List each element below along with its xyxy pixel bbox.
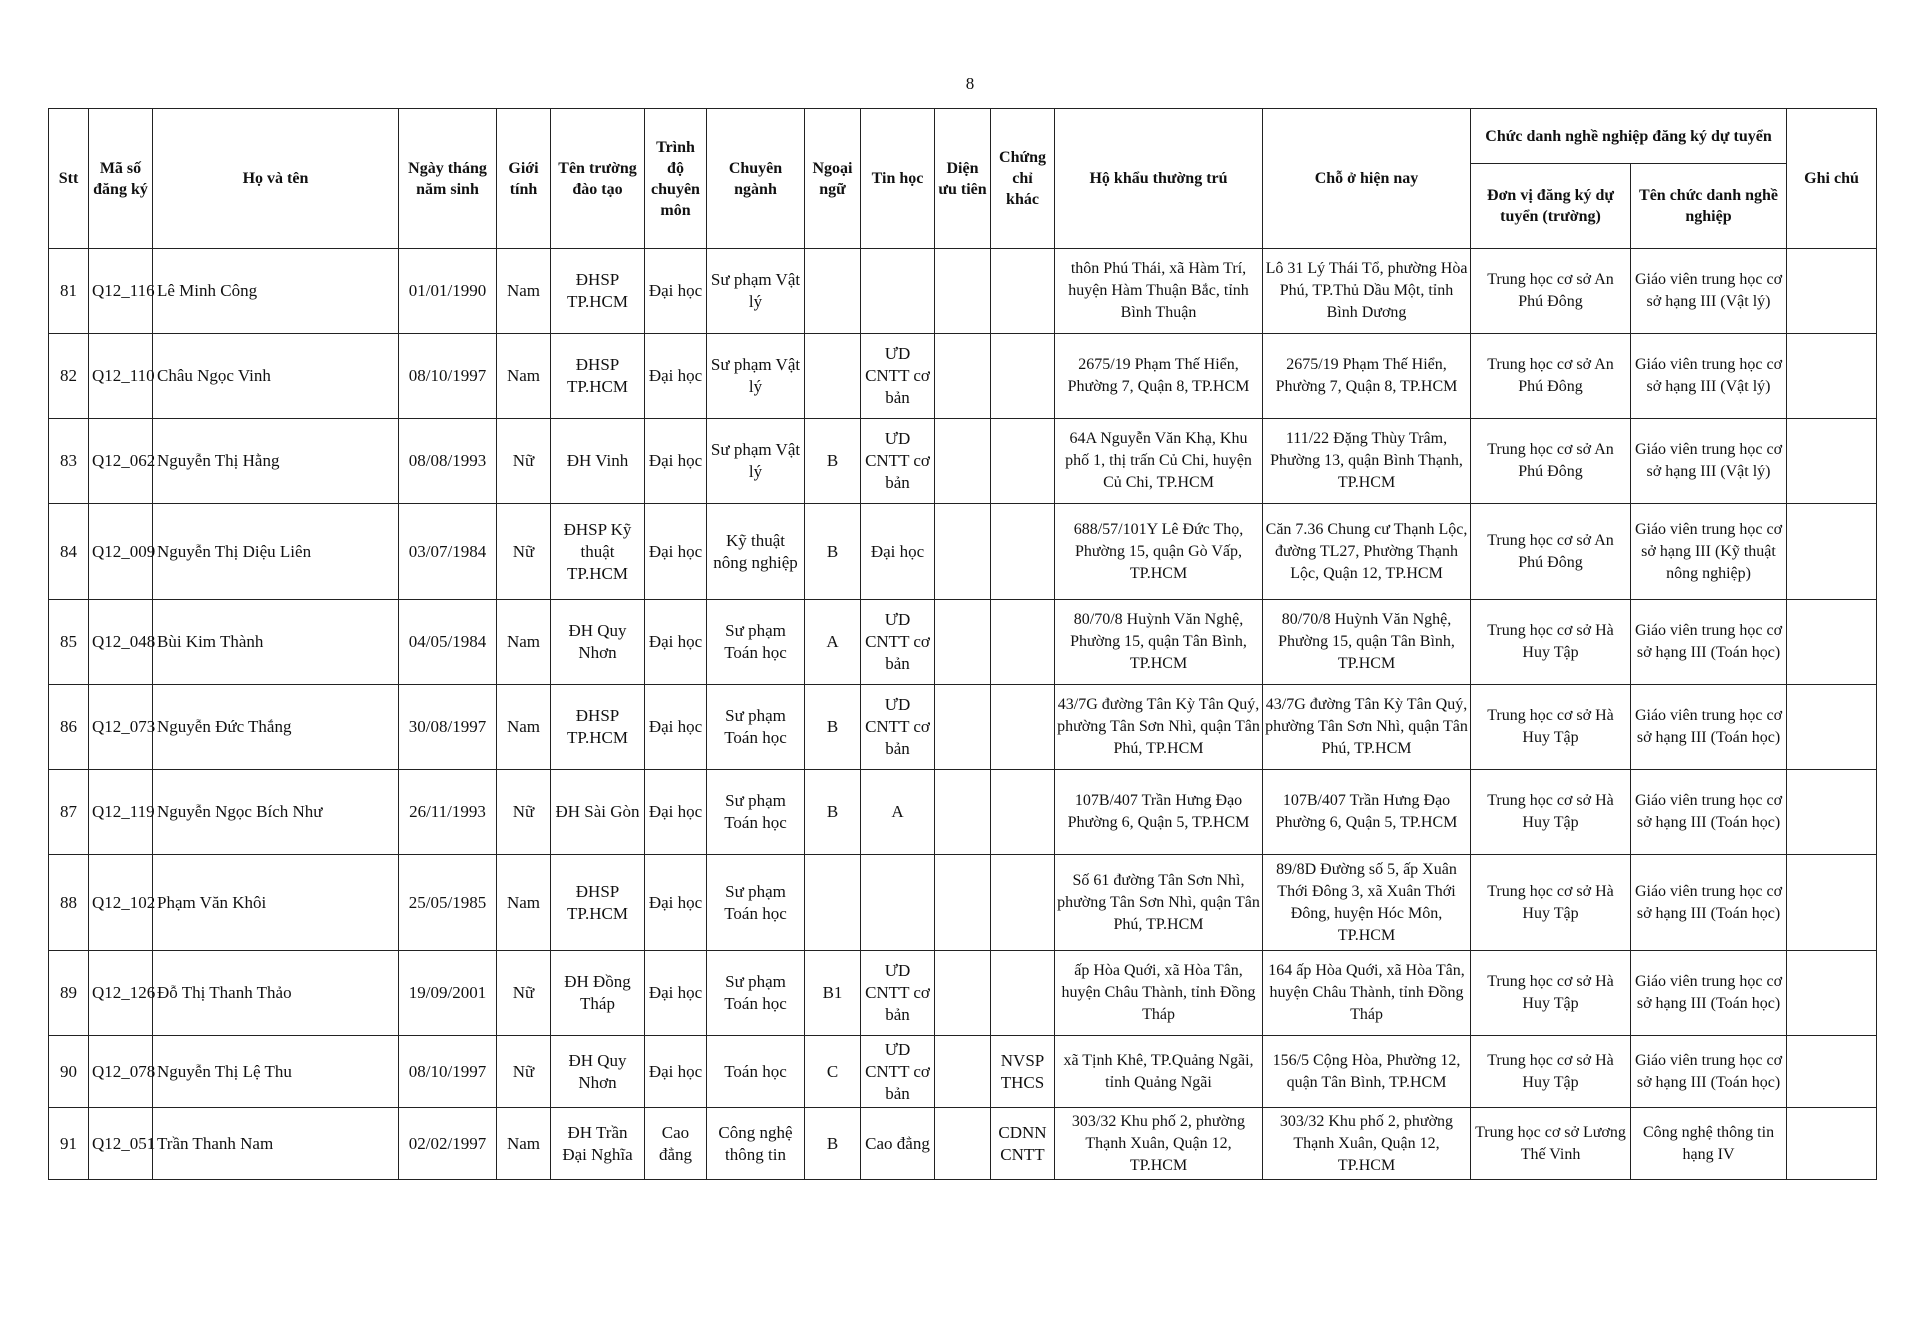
cell-dien-uu-tien [935,1108,991,1180]
cell-dien-uu-tien [935,249,991,334]
cell-chuc-danh: Giáo viên trung học cơ sở hạng III (Vật lý) [1631,419,1787,504]
cell-ho-ten: Nguyễn Thị Hằng [153,419,399,504]
cell-truong: ĐHSP TP.HCM [551,855,645,951]
cell-dien-uu-tien [935,855,991,951]
cell-truong: ĐHSP TP.HCM [551,249,645,334]
cell-trinh-do: Đại học [645,334,707,419]
cell-ma-so: Q12_126 [89,951,153,1036]
table-row [49,685,1877,770]
cell-tin-hoc: ƯD CNTT cơ bản [861,1036,935,1108]
cell-ho-khau: 80/70/8 Huỳnh Văn Nghệ, Phường 15, quận Tân Bình, TP.HCM [1055,600,1263,685]
table-row [49,504,1877,600]
cell-chung-chi [991,685,1055,770]
cell-gioi-tinh: Nam [497,600,551,685]
cell-dien-uu-tien [935,504,991,600]
cell-ngoai-ngu: B [805,419,861,504]
cell-truong: ĐH Quy Nhơn [551,600,645,685]
cell-ngoai-ngu [805,334,861,419]
cell-don-vi: Trung học cơ sở Lương Thế Vinh [1471,1108,1631,1180]
table-row [49,951,1877,1036]
cell-dien-uu-tien [935,951,991,1036]
cell-ngay-sinh: 08/10/1997 [399,334,497,419]
cell-gioi-tinh: Nữ [497,419,551,504]
cell-ma-so: Q12_073 [89,685,153,770]
cell-ngoai-ngu [805,855,861,951]
cell-ho-ten: Phạm Văn Khôi [153,855,399,951]
cell-trinh-do: Đại học [645,249,707,334]
cell-stt: 86 [49,685,89,770]
cell-truong: ĐH Sài Gòn [551,770,645,855]
cell-ngoai-ngu: B [805,770,861,855]
cell-ngay-sinh: 26/11/1993 [399,770,497,855]
cell-chung-chi [991,504,1055,600]
cell-ngoai-ngu [805,249,861,334]
cell-stt: 82 [49,334,89,419]
header-trinh-do: Trình độ chuyên môn [645,109,707,249]
cell-chuc-danh: Giáo viên trung học cơ sở hạng III (Toán học) [1631,770,1787,855]
cell-trinh-do: Đại học [645,951,707,1036]
cell-ghi-chu [1787,685,1877,770]
cell-dien-uu-tien [935,600,991,685]
cell-ngay-sinh: 04/05/1984 [399,600,497,685]
cell-ho-khau: ấp Hòa Quới, xã Hòa Tân, huyện Châu Thành, tỉnh Đồng Tháp [1055,951,1263,1036]
cell-ghi-chu [1787,334,1877,419]
table-row [49,334,1877,419]
page-number: 8 [965,74,975,93]
cell-chuyen-nganh: Sư phạm Toán học [707,685,805,770]
cell-ma-so: Q12_102 [89,855,153,951]
cell-chuyen-nganh: Sư phạm Toán học [707,951,805,1036]
cell-ho-ten: Nguyễn Thị Lệ Thu [153,1036,399,1108]
cell-tin-hoc: ƯD CNTT cơ bản [861,685,935,770]
header-chuyen-nganh: Chuyên ngành [707,109,805,249]
cell-don-vi: Trung học cơ sở Hà Huy Tập [1471,855,1631,951]
cell-chung-chi [991,419,1055,504]
cell-ngay-sinh: 19/09/2001 [399,951,497,1036]
cell-dien-uu-tien [935,419,991,504]
registration-table [48,108,1877,1180]
cell-ghi-chu [1787,419,1877,504]
cell-trinh-do: Đại học [645,855,707,951]
cell-chuc-danh: Giáo viên trung học cơ sở hạng III (Toán học) [1631,685,1787,770]
cell-don-vi: Trung học cơ sở Hà Huy Tập [1471,685,1631,770]
cell-chuc-danh: Giáo viên trung học cơ sở hạng III (Toán học) [1631,1036,1787,1108]
cell-ngay-sinh: 30/08/1997 [399,685,497,770]
cell-ngoai-ngu: B [805,1108,861,1180]
cell-don-vi: Trung học cơ sở Hà Huy Tập [1471,770,1631,855]
cell-trinh-do: Đại học [645,770,707,855]
cell-truong: ĐHSP TP.HCM [551,685,645,770]
cell-cho-o: 303/32 Khu phố 2, phường Thạnh Xuân, Quận 12, TP.HCM [1263,1108,1471,1180]
cell-dien-uu-tien [935,334,991,419]
cell-cho-o: Căn 7.36 Chung cư Thạnh Lộc, đường TL27, Phường Thạnh Lộc, Quận 12, TP.HCM [1263,504,1471,600]
cell-chuc-danh: Giáo viên trung học cơ sở hạng III (Toán học) [1631,600,1787,685]
cell-tin-hoc [861,249,935,334]
cell-stt: 87 [49,770,89,855]
cell-ho-khau: 2675/19 Phạm Thế Hiển, Phường 7, Quận 8, TP.HCM [1055,334,1263,419]
cell-ngoai-ngu: B1 [805,951,861,1036]
cell-ngay-sinh: 03/07/1984 [399,504,497,600]
cell-ngoai-ngu: B [805,685,861,770]
cell-stt: 91 [49,1108,89,1180]
table-row [49,1108,1877,1180]
cell-ho-khau: 303/32 Khu phố 2, phường Thạnh Xuân, Quận 12, TP.HCM [1055,1108,1263,1180]
cell-truong: ĐHSP TP.HCM [551,334,645,419]
cell-dien-uu-tien [935,685,991,770]
cell-cho-o: 89/8D Đường số 5, ấp Xuân Thới Đông 3, xã Xuân Thới Đông, huyện Hóc Môn, TP.HCM [1263,855,1471,951]
cell-cho-o: 164 ấp Hòa Quới, xã Hòa Tân, huyện Châu Thành, tỉnh Đồng Tháp [1263,951,1471,1036]
cell-ho-ten: Châu Ngọc Vinh [153,334,399,419]
cell-gioi-tinh: Nam [497,1108,551,1180]
cell-chuc-danh: Giáo viên trung học cơ sở hạng III (Toán học) [1631,855,1787,951]
header-ghi-chu: Ghi chú [1787,109,1877,249]
cell-stt: 84 [49,504,89,600]
cell-chung-chi [991,334,1055,419]
table-row [49,419,1877,504]
cell-don-vi: Trung học cơ sở An Phú Đông [1471,504,1631,600]
cell-truong: ĐH Quy Nhơn [551,1036,645,1108]
cell-stt: 88 [49,855,89,951]
cell-chuc-danh: Giáo viên trung học cơ sở hạng III (Vật lý) [1631,249,1787,334]
cell-don-vi: Trung học cơ sở Hà Huy Tập [1471,1036,1631,1108]
cell-trinh-do: Đại học [645,685,707,770]
cell-ghi-chu [1787,770,1877,855]
cell-stt: 89 [49,951,89,1036]
cell-gioi-tinh: Nữ [497,504,551,600]
cell-chuyen-nganh: Sư phạm Vật lý [707,419,805,504]
cell-chuyen-nganh: Sư phạm Toán học [707,855,805,951]
cell-cho-o: 111/22 Đặng Thùy Trâm, Phường 13, quận Bình Thạnh, TP.HCM [1263,419,1471,504]
cell-chung-chi: NVSP THCS [991,1036,1055,1108]
cell-ma-so: Q12_062 [89,419,153,504]
cell-gioi-tinh: Nữ [497,770,551,855]
cell-ho-khau: 43/7G đường Tân Kỳ Tân Quý, phường Tân Sơn Nhì, quận Tân Phú, TP.HCM [1055,685,1263,770]
cell-ma-so: Q12_051 [89,1108,153,1180]
cell-ho-ten: Nguyễn Thị Diệu Liên [153,504,399,600]
cell-ngoai-ngu: C [805,1036,861,1108]
cell-ho-ten: Bùi Kim Thành [153,600,399,685]
cell-ma-so: Q12_119 [89,770,153,855]
header-tin-hoc: Tin học [861,109,935,249]
cell-truong: ĐH Trần Đại Nghĩa [551,1108,645,1180]
cell-trinh-do: Đại học [645,1036,707,1108]
cell-truong: ĐHSP Kỹ thuật TP.HCM [551,504,645,600]
cell-ho-khau: 107B/407 Trần Hưng Đạo Phường 6, Quận 5, TP.HCM [1055,770,1263,855]
cell-chung-chi [991,249,1055,334]
cell-ma-so: Q12_048 [89,600,153,685]
cell-trinh-do: Cao đẳng [645,1108,707,1180]
cell-ghi-chu [1787,600,1877,685]
cell-chung-chi [991,770,1055,855]
header-ho-ten: Họ và tên [153,109,399,249]
cell-dien-uu-tien [935,770,991,855]
cell-ghi-chu [1787,504,1877,600]
cell-ho-ten: Nguyễn Ngọc Bích Như [153,770,399,855]
cell-ma-so: Q12_009 [89,504,153,600]
cell-chuc-danh: Công nghệ thông tin hạng IV [1631,1108,1787,1180]
cell-ma-so: Q12_110 [89,334,153,419]
header-don-vi: Đơn vị đăng ký dự tuyển (trường) [1471,164,1631,249]
cell-trinh-do: Đại học [645,600,707,685]
cell-cho-o: 2675/19 Phạm Thế Hiển, Phường 7, Quận 8, TP.HCM [1263,334,1471,419]
cell-chuc-danh: Giáo viên trung học cơ sở hạng III (Toán học) [1631,951,1787,1036]
cell-chuyen-nganh: Sư phạm Toán học [707,770,805,855]
cell-ho-khau: thôn Phú Thái, xã Hàm Trí, huyện Hàm Thuận Bắc, tỉnh Bình Thuận [1055,249,1263,334]
cell-ghi-chu [1787,855,1877,951]
cell-gioi-tinh: Nam [497,685,551,770]
cell-ho-khau: 64A Nguyễn Văn Khạ, Khu phố 1, thị trấn Củ Chi, huyện Củ Chi, TP.HCM [1055,419,1263,504]
header-ngoai-ngu: Ngoại ngữ [805,109,861,249]
cell-stt: 85 [49,600,89,685]
cell-chuyen-nganh: Kỹ thuật nông nghiệp [707,504,805,600]
cell-chuc-danh: Giáo viên trung học cơ sở hạng III (Kỹ thuật nông nghiệp) [1631,504,1787,600]
cell-chuyen-nganh: Toán học [707,1036,805,1108]
cell-don-vi: Trung học cơ sở Hà Huy Tập [1471,951,1631,1036]
cell-chung-chi [991,951,1055,1036]
cell-tin-hoc [861,855,935,951]
cell-chuyen-nganh: Sư phạm Vật lý [707,334,805,419]
header-truong: Tên trường đào tạo [551,109,645,249]
cell-ho-khau: xã Tịnh Khê, TP.Quảng Ngãi, tỉnh Quảng Ngãi [1055,1036,1263,1108]
cell-ghi-chu [1787,1036,1877,1108]
cell-trinh-do: Đại học [645,419,707,504]
header-ngay-sinh: Ngày tháng năm sinh [399,109,497,249]
cell-cho-o: Lô 31 Lý Thái Tổ, phường Hòa Phú, TP.Thủ Dầu Một, tỉnh Bình Dương [1263,249,1471,334]
table-row [49,1036,1877,1108]
cell-chuyen-nganh: Sư phạm Vật lý [707,249,805,334]
cell-tin-hoc: ƯD CNTT cơ bản [861,334,935,419]
cell-don-vi: Trung học cơ sở Hà Huy Tập [1471,600,1631,685]
cell-ho-ten: Lê Minh Công [153,249,399,334]
header-cho-o: Chỗ ở hiện nay [1263,109,1471,249]
cell-ho-khau: Số 61 đường Tân Sơn Nhì, phường Tân Sơn Nhì, quận Tân Phú, TP.HCM [1055,855,1263,951]
cell-ngay-sinh: 08/10/1997 [399,1036,497,1108]
cell-stt: 81 [49,249,89,334]
cell-stt: 90 [49,1036,89,1108]
cell-ngay-sinh: 01/01/1990 [399,249,497,334]
cell-tin-hoc: ƯD CNTT cơ bản [861,419,935,504]
header-ma-so: Mã số đăng ký [89,109,153,249]
cell-ghi-chu [1787,1108,1877,1180]
table-body [49,249,1877,1180]
cell-ngoai-ngu: B [805,504,861,600]
cell-gioi-tinh: Nam [497,855,551,951]
cell-chuyen-nganh: Sư phạm Toán học [707,600,805,685]
cell-gioi-tinh: Nam [497,249,551,334]
cell-chuyen-nganh: Công nghệ thông tin [707,1108,805,1180]
cell-dien-uu-tien [935,1036,991,1108]
header-stt: Stt [49,109,89,249]
cell-ho-ten: Đỗ Thị Thanh Thảo [153,951,399,1036]
cell-gioi-tinh: Nữ [497,1036,551,1108]
cell-ho-ten: Trần Thanh Nam [153,1108,399,1180]
cell-don-vi: Trung học cơ sở An Phú Đông [1471,334,1631,419]
cell-ngay-sinh: 25/05/1985 [399,855,497,951]
table-row [49,855,1877,951]
cell-tin-hoc: Cao đẳng [861,1108,935,1180]
cell-ghi-chu [1787,951,1877,1036]
cell-ma-so: Q12_078 [89,1036,153,1108]
header-dien-uu-tien: Diện ưu tiên [935,109,991,249]
cell-ho-khau: 688/57/101Y Lê Đức Thọ, Phường 15, quận Gò Vấp, TP.HCM [1055,504,1263,600]
cell-ngay-sinh: 02/02/1997 [399,1108,497,1180]
cell-ngoai-ngu: A [805,600,861,685]
cell-stt: 83 [49,419,89,504]
table-row [49,600,1877,685]
cell-tin-hoc: ƯD CNTT cơ bản [861,951,935,1036]
cell-ngay-sinh: 08/08/1993 [399,419,497,504]
cell-chung-chi [991,855,1055,951]
cell-trinh-do: Đại học [645,504,707,600]
cell-don-vi: Trung học cơ sở An Phú Đông [1471,249,1631,334]
cell-tin-hoc: Đại học [861,504,935,600]
cell-cho-o: 107B/407 Trần Hưng Đạo Phường 6, Quận 5, TP.HCM [1263,770,1471,855]
cell-tin-hoc: ƯD CNTT cơ bản [861,600,935,685]
cell-cho-o: 80/70/8 Huỳnh Văn Nghệ, Phường 15, quận Tân Bình, TP.HCM [1263,600,1471,685]
table-row [49,770,1877,855]
cell-chung-chi: CDNN CNTT [991,1108,1055,1180]
cell-don-vi: Trung học cơ sở An Phú Đông [1471,419,1631,504]
cell-gioi-tinh: Nam [497,334,551,419]
cell-ma-so: Q12_116 [89,249,153,334]
cell-tin-hoc: A [861,770,935,855]
cell-cho-o: 156/5 Cộng Hòa, Phường 12, quận Tân Bình, TP.HCM [1263,1036,1471,1108]
header-chuc-danh: Chức danh nghề nghiệp đăng ký dự tuyển [1471,109,1787,164]
header-ten-chuc-danh: Tên chức danh nghề nghiệp [1631,164,1787,249]
cell-chung-chi [991,600,1055,685]
cell-truong: ĐH Vinh [551,419,645,504]
cell-truong: ĐH Đồng Tháp [551,951,645,1036]
cell-chuc-danh: Giáo viên trung học cơ sở hạng III (Vật lý) [1631,334,1787,419]
header-gioi-tinh: Giới tính [497,109,551,249]
header-ho-khau: Hộ khẩu thường trú [1055,109,1263,249]
cell-ghi-chu [1787,249,1877,334]
header-chung-chi: Chứng chỉ khác [991,109,1055,249]
cell-cho-o: 43/7G đường Tân Kỳ Tân Quý, phường Tân Sơn Nhì, quận Tân Phú, TP.HCM [1263,685,1471,770]
cell-gioi-tinh: Nữ [497,951,551,1036]
table-row [49,249,1877,334]
cell-ho-ten: Nguyễn Đức Thắng [153,685,399,770]
